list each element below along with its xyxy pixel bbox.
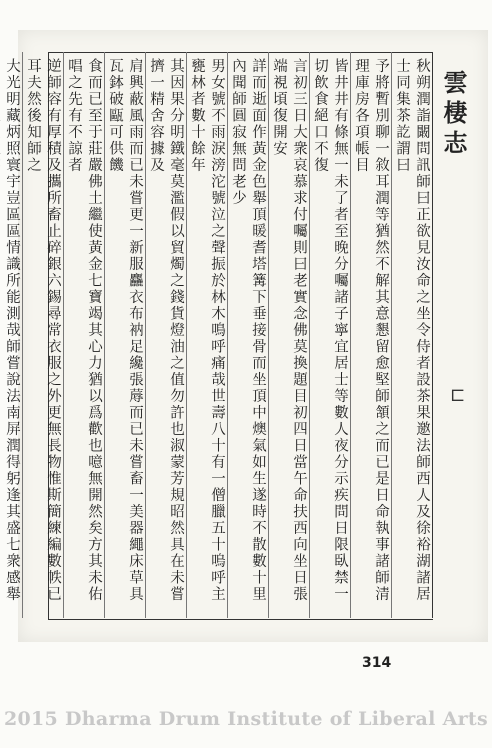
watermark: 2015 Dharma Drum Institute of Liberal Arts [3, 708, 488, 730]
text-column: 予將暫別聊一敘耳潤等猶然不解其意懇留愈堅師頷之而已是日命執事諸師清理庫房各項帳目 [350, 52, 391, 618]
text-column: 逆師容有厚積及攜所畜止碎銀六錫尋常衣服之外更無長物惟斯簡練編數帙已耳夫然後知師之 [22, 52, 63, 618]
text-column: 大光明藏炳照寰宇豈區區情識所能測哉師嘗說法南屏潤得躬逢其盛七衆感舉 [0, 52, 22, 618]
text-column: 男女號不雨淚滂沱號泣之聲振於林木鳴呼痛哉世壽八十有一僧臘五十嗚呼主甕林者數十餘年 [186, 52, 227, 618]
text-column: 肩興蔽風雨而已未嘗更一新服麤衣布衲足纔張蓐而已未嘗畜一美器繩床草具瓦鉢破甌可供饑 [104, 52, 145, 618]
text-column: 秋朔潤詣闞問訊師曰正欲見汝命之坐令侍者設茶果邀法師西人及徐裕湖諸居士同集茶訖謂曰 [391, 52, 432, 618]
text-column: 食而已至于莊嚴佛土繼使黃金七寶竭其心力猶以爲歡也噫無開然矣方其未佑唱之先有不諒者 [63, 52, 104, 618]
page-number: 314 [362, 655, 392, 671]
text-columns [4, 52, 432, 618]
book-title: 雲棲志 [439, 70, 468, 160]
text-column: 皆井井有條無一未了者至晚分囑諸子寧宜居士等數人夜分示疾問日限臥禁一切飲食絕口不復 [309, 52, 350, 618]
text-column: 其因果分明鐵毫莫濫假以貿燭之錢貨燈油之值勿許也淑蒙芳規昭然具在未嘗擠一精舍容據及 [145, 52, 186, 618]
folio-mark: ⊏ [450, 385, 466, 406]
text-column: 言初三日大衆哀慕求付囑則曰老實念佛莫換題目初四日當午命扶西向坐日張端視頃復開安 [268, 52, 309, 618]
text-column: 詳而逝面作黃金色舉頂暖耆塔篝下垂接骨而坐頂中燠氣如生遂時不散數十里內聞師圓寂無問老少 [227, 52, 268, 618]
